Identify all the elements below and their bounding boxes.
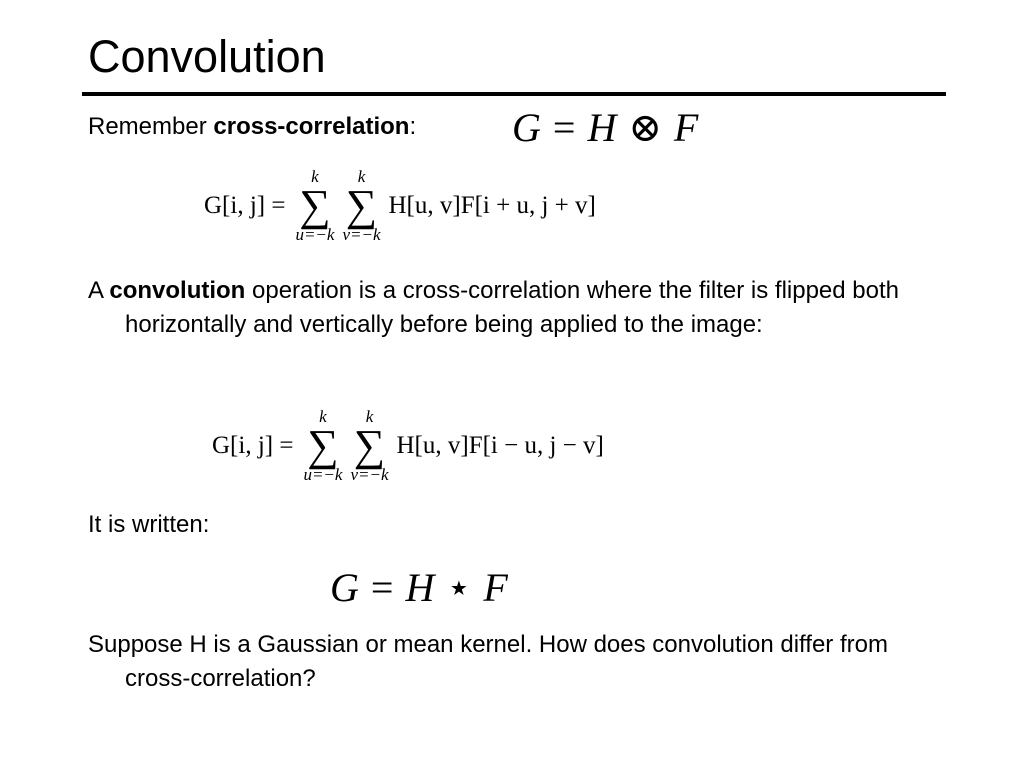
eq3-sum-v-lower: v=−k (350, 465, 389, 484)
intro-prefix: Remember (88, 113, 214, 140)
eq4-a: H (405, 565, 435, 610)
eq4-b: F (483, 565, 508, 610)
cross-correlation-sum-equation (204, 168, 596, 244)
eq3-sum-v-symbol: ∑ (353, 421, 386, 470)
conv-term: convolution (109, 277, 246, 304)
slide-title: Convolution (88, 31, 326, 82)
eq3-lhs: G[i, j] = (212, 432, 294, 459)
eq4-lhs: G (330, 565, 359, 610)
eq2-sum-v-symbol: ∑ (345, 181, 378, 230)
conv-prefix: A (88, 277, 110, 304)
eq3-sum-v (350, 408, 388, 484)
eq3-sum-u (303, 408, 342, 484)
intro-line (88, 110, 416, 144)
eq2-sum-v (342, 168, 380, 244)
intro-suffix: : (409, 113, 417, 140)
eq2-sum-v-lower: v=−k (342, 225, 381, 244)
eq3-sum-v-upper: k (365, 407, 374, 426)
question-text: Suppose H is a Gaussian or mean kernel. How does convolution differ from cross-correlation? (88, 631, 888, 692)
eq2-sum-v-upper: k (357, 167, 366, 186)
title-divider (82, 92, 946, 96)
eq2-sum-u-upper: k (311, 167, 319, 186)
eq2-sum-u-symbol: ∑ (299, 181, 331, 230)
eq3-body: H[u, v]F[i − u, j − v] (396, 432, 604, 459)
eq1-otimes: ⊗ (628, 105, 662, 150)
convolution-sum-equation (212, 408, 604, 484)
eq1-b: F (673, 105, 699, 150)
eq3-sum-u-lower: u=−k (303, 465, 343, 484)
eq1-lhs: G (512, 105, 541, 150)
eq2-body: H[u, v]F[i + u, j + v] (388, 192, 596, 219)
eq2-sum-u-lower: u=−k (295, 225, 335, 244)
written-label: It is written: (88, 511, 210, 538)
eq3-sum-u-symbol: ∑ (307, 421, 339, 470)
eq1-a: H (587, 105, 617, 150)
eq4-star: ⋆ (446, 565, 472, 610)
eq4-equals: = (370, 565, 394, 610)
intro-term: cross-correlation (213, 113, 410, 140)
eq2-lhs: G[i, j] = (204, 192, 286, 219)
convolution-definition (88, 274, 955, 342)
eq3-sum-u-upper: k (319, 407, 327, 426)
cross-correlation-short-equation (512, 104, 698, 152)
eq2-sum-u (295, 168, 334, 244)
convolution-short-equation (330, 564, 508, 612)
eq1-equals: = (552, 105, 576, 150)
conv-rest: operation is a cross-correlation where the filter is flipped both horizontally and vertically before being applied to the image: (125, 277, 900, 338)
